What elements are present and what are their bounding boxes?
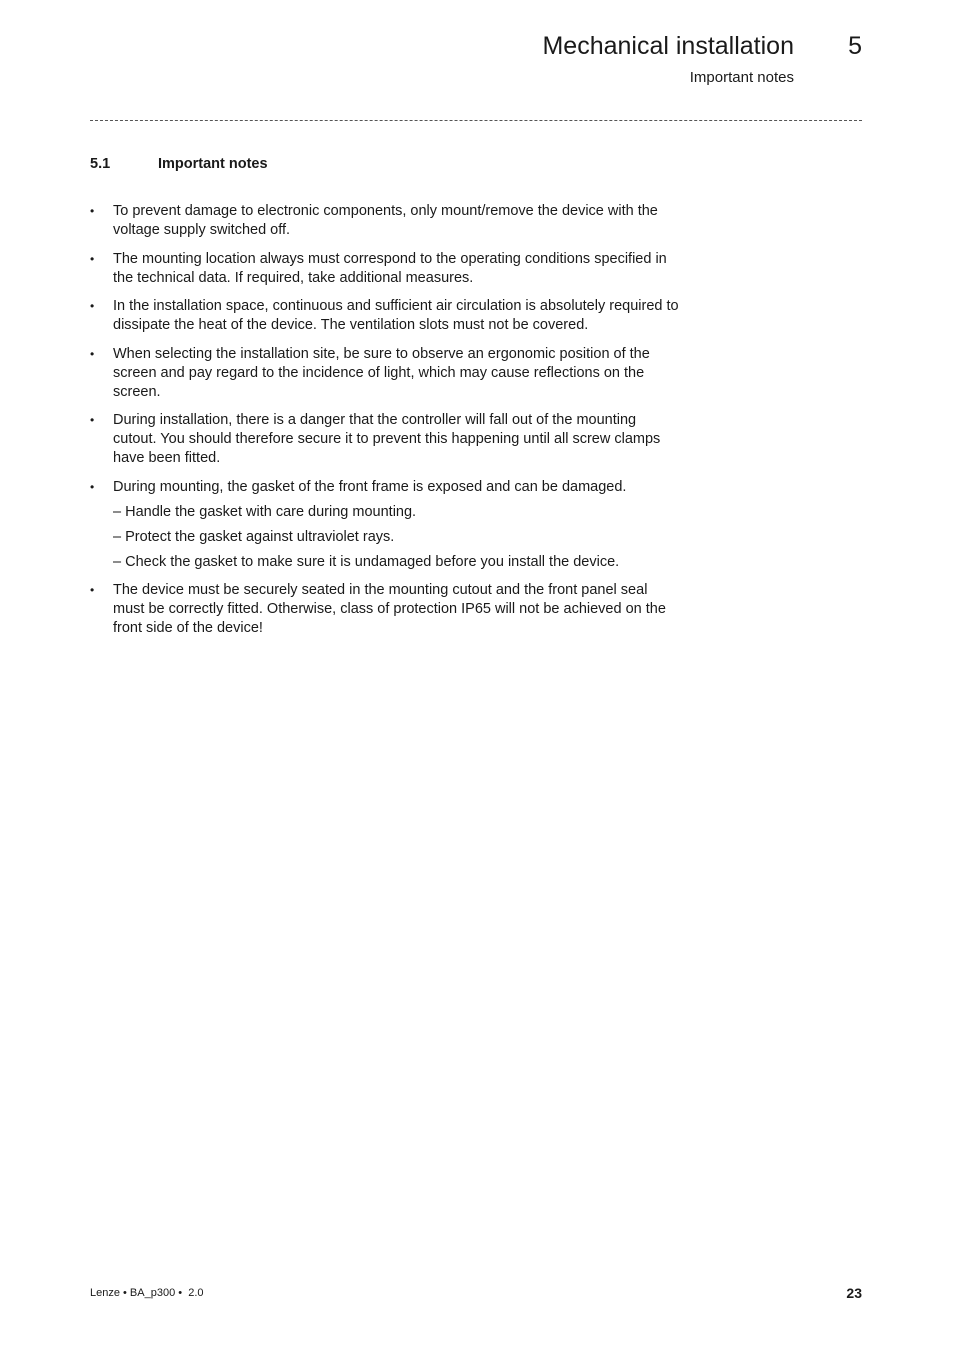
list-item-text: When selecting the installation site, be sure to observe an ergonomic position of the screen and pay regard to the incidence of light, which may cause reflections on the screen. xyxy=(113,345,650,400)
notes-content xyxy=(90,202,680,648)
bullet-icon: • xyxy=(90,583,95,597)
chapter-title: Mechanical installation xyxy=(542,32,794,60)
list-item xyxy=(90,297,680,335)
footer-document-info: Lenze • BA_p300 • 2.0 xyxy=(90,1287,204,1299)
list-item-text: The mounting location always must correspond to the operating conditions specified in the technical data. If required, take additional measures. xyxy=(113,250,667,286)
section-title: Important notes xyxy=(158,156,268,172)
section-number: 5.1 xyxy=(90,156,111,172)
bullet-icon: • xyxy=(90,479,95,494)
list-item xyxy=(90,581,680,638)
list-item-text: During mounting, the gasket of the front frame is exposed and can be damaged. xyxy=(113,478,627,495)
list-item-text: The device must be securely seated in the mounting cutout and the front panel seal must be correctly fitted. Otherwise, class of protection IP65 will not be achieved on the front side of the device! xyxy=(113,582,666,636)
list-item-text: In the installation space, continuous and sufficient air circulation is absolutely required to dissipate the heat of the device. The ventilation slots must not be covered. xyxy=(113,298,679,333)
notes-list xyxy=(90,202,680,638)
list-item xyxy=(90,250,680,288)
section-running-head: Important notes xyxy=(689,69,794,86)
list-item xyxy=(90,411,680,468)
section-heading xyxy=(90,154,268,174)
list-item xyxy=(90,478,680,572)
list-item xyxy=(90,202,680,240)
bullet-icon: • xyxy=(90,251,95,266)
bullet-icon: • xyxy=(90,299,95,313)
bullet-icon: • xyxy=(90,346,95,361)
sublist-item: – Check the gasket to make sure it is undamaged before you install the device. xyxy=(113,553,620,570)
sublist-item: – Handle the gasket with care during mounting. xyxy=(113,503,417,520)
sublist-item: – Protect the gasket against ultraviolet rays. xyxy=(113,528,395,545)
bullet-icon: • xyxy=(90,204,95,218)
list-item xyxy=(90,345,680,402)
list-item-text: During installation, there is a danger that the controller will fall out of the mounting cutout. You should therefore secure it to prevent this happening until all screw clamps have been fitted. xyxy=(113,412,661,466)
chapter-number: 5 xyxy=(848,32,862,60)
gasket-sublist xyxy=(113,503,680,572)
bullet-icon: • xyxy=(90,413,95,427)
list-item-text: To prevent damage to electronic components, only mount/remove the device with the voltage supply switched off. xyxy=(113,203,658,238)
header-divider xyxy=(90,120,862,121)
page-number: 23 xyxy=(846,1285,862,1301)
